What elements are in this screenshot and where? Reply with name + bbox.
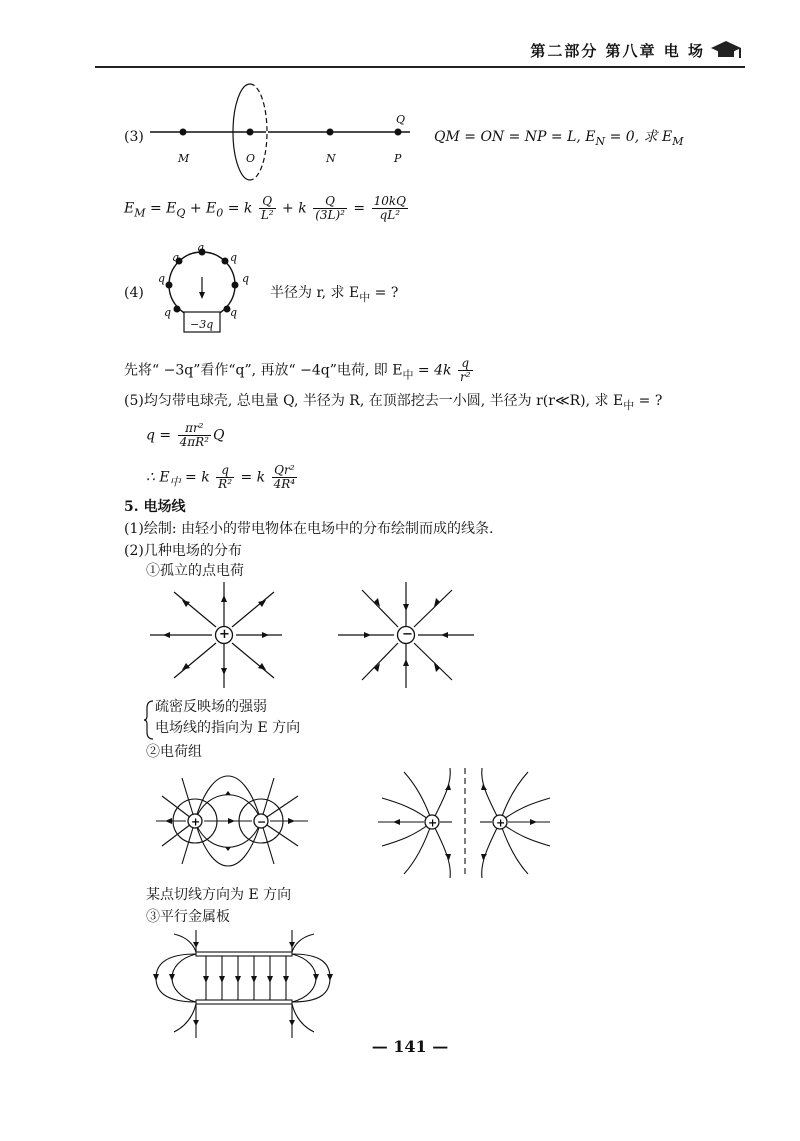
ring-q-topright: q (230, 251, 238, 264)
ring-q-bottomright: q (230, 306, 238, 319)
point-n (327, 129, 334, 136)
ring-box-label: −3q (190, 318, 214, 331)
page-header (95, 36, 745, 68)
label-o: O (246, 152, 256, 165)
section5-e-formula: ∴ $E_中 = k$ $\frac{q}{\text{R²}}$ = k $\frac{\text{Qr²}}{\text{4R⁴}}$ (146, 463, 296, 491)
point-m (180, 129, 187, 136)
ring-q-bottomleft: q (164, 306, 172, 319)
section3-label: (3) (124, 129, 144, 145)
ring-charge (166, 282, 173, 289)
section3-condition: QM = ON = NP = L, $E_N = 0$, 求 $E_M$ (434, 129, 684, 148)
ring-charge (174, 306, 181, 313)
field-lines-heading: 5. 电场线 (124, 499, 186, 515)
label-n: N (326, 152, 336, 165)
positive-sign: + (219, 627, 230, 642)
tangent-note: 某点切线方向为 E 方向 (146, 887, 292, 903)
brace-line1: 疏密反映场的强弱 (155, 699, 267, 715)
point-p (395, 129, 402, 136)
field-lines-sub2: ②电荷组 (146, 744, 202, 760)
diagram-parallel-plates (152, 928, 332, 1040)
dipole-neg-sign: − (257, 815, 267, 829)
ring-q-left: q (158, 272, 166, 285)
diagram-dipole (152, 776, 312, 866)
ring-q-right: q (242, 272, 250, 285)
like-pos-sign-left: + (428, 816, 438, 830)
dipole-pos-sign: + (191, 815, 201, 829)
like-pos-sign-right: + (496, 816, 506, 830)
label-p: P (394, 152, 402, 165)
ring-q-top: q (197, 241, 205, 254)
section4-question: 半径为 r, 求 $E_中$ = ? (270, 285, 399, 304)
section4-label: (4) (124, 285, 144, 301)
label-m: M (178, 152, 190, 165)
point-o (247, 129, 254, 136)
page-number: — 141 — (371, 1037, 449, 1056)
field-lines-item1: (1)绘制: 由轻小的带电物体在电场中的分布绘制而成的线条. (124, 521, 494, 537)
ring-charge (222, 258, 229, 265)
section5-q-formula: q = $\frac{\text{πr²}}{\text{4πR²}}$ Q (146, 421, 225, 449)
header-title: 第二部分 第八章 电 场 (530, 42, 705, 60)
field-lines-sub1: ①孤立的点电荷 (146, 563, 244, 579)
section3-formula: $E_M = E_Q + E_0 = k$ $\frac{Q}{\text{L²}}$ + k $\frac{Q}{\text{(3L)²}}$ = $\frac{10kQ}{\text{qL²}}$ (124, 194, 406, 222)
section4-explain: 先将“ −3q”看作“q”, 再放“ −4q”电荷, 即 $E_中 = 4k$ $\frac{q}{\text{r²}}$ (124, 356, 471, 384)
negative-sign: − (402, 627, 413, 642)
graduation-cap-icon (709, 38, 743, 60)
field-lines-sub3: ③平行金属板 (146, 909, 230, 925)
ring-q-topleft: q (172, 251, 180, 264)
section5-text: (5)均匀带电球壳, 总电量 Q, 半径为 R, 在顶部挖去一小圆, 半径为 r(r≪R), 求 $E_中$ = ? (124, 393, 663, 412)
brace-line2: 电场线的指向为 E 方向 (155, 720, 301, 736)
label-q: Q (396, 113, 406, 126)
diagram-positive-charge (146, 580, 286, 690)
field-lines-item2: (2)几种电场的分布 (124, 543, 242, 559)
ring-charge (232, 282, 239, 289)
diagram-like-charges (374, 768, 554, 878)
brace-icon (144, 700, 154, 740)
diagram-line-charge (150, 84, 410, 194)
